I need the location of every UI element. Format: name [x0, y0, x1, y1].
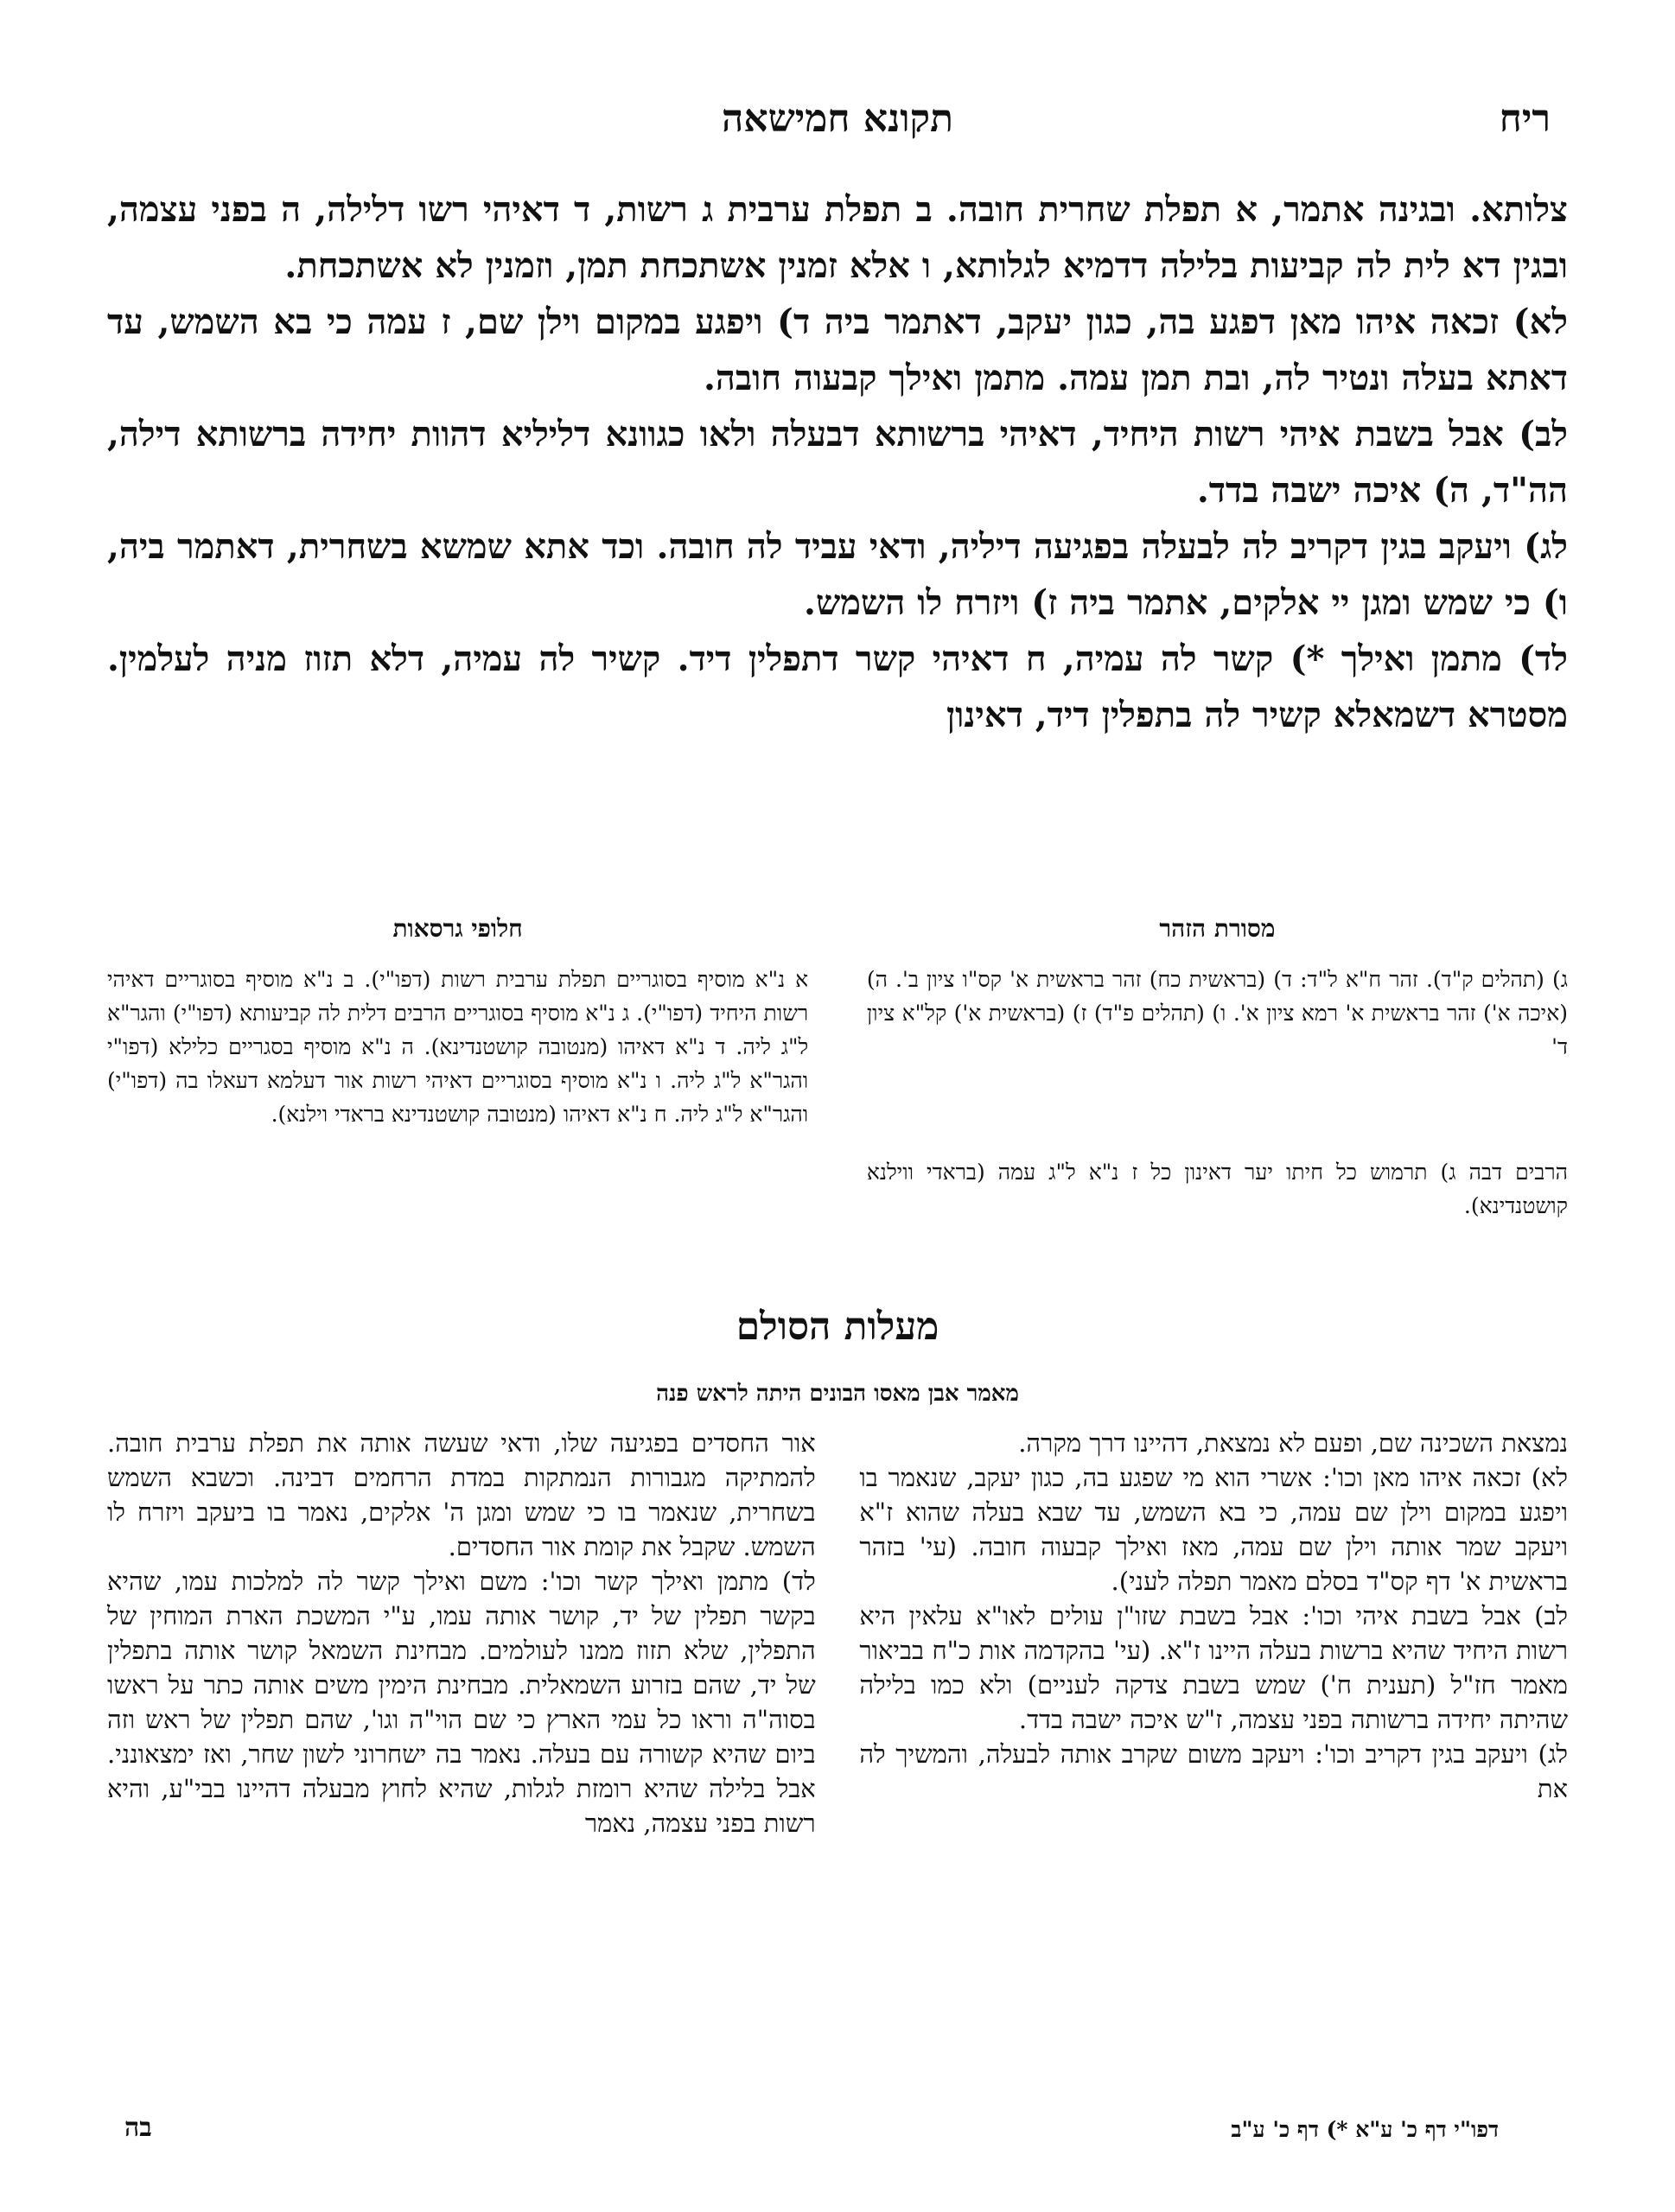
commentary-paragraph: לג) ויעקב בגין דקריב וכו': ויעקב משום שקרב אותה לבעלה, והמשיך לה את [859, 1739, 1568, 1803]
main-paragraph: צלותא. ובגינה אתמר, א תפלת שחרית חובה. ב תפלת ערבית ג רשות, ד דאיהי רשו דלילה, ה בפני עצמה, ובגין דא לית לה קביעות בלילה דדמיא לגלותא, ו אלא זמנין אשתכחת תמן, וזמנין לא אשתכחת. [107, 189, 1568, 286]
main-paragraph: לב) אבל בשבת איהי רשות היחיד, דאיהי ברשותא דבעלה ולאו כגוונא דליליא דהוות יחידה ברשותא דילה, הה"ד, ה) איכה ישבה בדד. [107, 414, 1568, 511]
commentary-paragraph: לא) זכאה איהו מאן וכו': אשרי הוא מי שפגע בה, כגון יעקב, שנאמר בו ויפגע במקום וילן שם עמה, כי בא השמש, עד שבא בעלה שהוא ז"א ויעקב שמר אותה וילן שם עמה, מאז ואילך קבעוה חובה. (עי' בזהר בראשית א' דף קס"ד בסלם מאמר תפלה לעני). [859, 1463, 1568, 1596]
chilufei-column [107, 912, 808, 1131]
main-paragraph: לד) מתמן ואילך *) קשר לה עמיה, ח דאיהי קשר דתפלין דיד. קשיר לה עמיה, דלא תזוז מניה לעלמין. מסטרא דשמאלא קשיר לה בתפלין דיד, דאינון [107, 639, 1568, 735]
masoret-heading: מסורת הזהר [1159, 914, 1276, 943]
catchword: בה [124, 2113, 152, 2143]
page-number: ריח [1499, 97, 1551, 141]
page-title: תקונא חמישאה [722, 97, 953, 141]
chilufei-heading: חלופי גרסאות [392, 914, 523, 943]
sulam-right-column [859, 1426, 1568, 1806]
sulam-subtitle: מאמר אבן מאסו הבונים היתה לראש פנה [656, 1381, 1019, 1407]
chilufei-note: א נ"א מוסיף בסוגריים תפלת ערבית רשות (דפו"י). ב נ"א מוסיף בסוגריים דאיהי רשות היחיד (דפו"י). ג נ"א מוסיף בסוגריים הרבים דלית לה קביעותא (דפו"י) והגר"א ל"ג ליה. ד נ"א דאיהו (מנטובה קושטנדינא). ה נ"א מוסיף בסגריים כלילא (דפו"י והגר"א ל"ג ליה. ו נ"א מוסיף בסוגריים דאיהי רשות אור דעלמא דעאלו בה (דפו"י) והגר"א ל"ג ליה. ח נ"א דאיהו (מנטובה קושטנדינא בראדי וילנא). [107, 967, 809, 1127]
masoret-column [867, 912, 1568, 1223]
main-paragraph: לא) זכאה איהו מאן דפגע בה, כגון יעקב, דאתמר ביה ד) ויפגע במקום וילן שם, ז עמה כי בא השמש, עד דאתא בעלה ונטיר לה, ובת תמן עמה. מתמן ואילך קבעוה חובה. [107, 302, 1568, 398]
masoret-note: ג) (תהלים ק"ד). זהר ח"א ל"ד: ד) (בראשית כח) זהר בראשית א' קס"ו ציון ב'. ה) (איכה א') זהר בראשית א' רמא ציון א'. ו) (תהלים פ"ד) ז) (בראשית א') קל"א ציון ד' [866, 967, 1568, 1059]
main-zohar-text [107, 181, 1568, 899]
commentary-paragraph: לב) אבל בשבת איהי וכו': אבל בשבת שזו"ן עולים לאו"א עלאין היא רשות היחיד שהיא ברשות בעלה היינו ז"א. (עי' בהקדמה אות כ"ח בביאור מאמר חז"ל (תענית ח') שמש בשבת צדקה לעניים) ולא כמו בלילה שהיתה יחידה ברשותה בפני עצמה, ז"ש איכה ישבה בדד. [859, 1601, 1568, 1734]
edition-footnote: דפו"י דף כ' ע"א *) דף כ' ע"ב [1231, 2117, 1499, 2142]
page-header [107, 97, 1568, 157]
masoret-note-bottom: הרבים דבה ג) תרמוש כל חיתו יער דאינון כל ז נ"א ל"ג עמה (בראדי ווילנא קושטנדינא). [866, 1160, 1568, 1218]
sulam-commentary [107, 1426, 1568, 2143]
sulam-left-column [107, 1426, 816, 1840]
notes-section [107, 912, 1568, 1274]
commentary-paragraph: לד) מתמן ואילך קשר וכו': משם ואילך קשר לה למלכות עמו, שהיא בקשר תפלין של יד, קושר אותה עמו, ע"י המשכת הארת המוחין של התפלין, שלא תזוז ממנו לעולמים. מבחינת השמאל קושר אותה בתפלין של יד, שהם בזרוע השמאלית. מבחינת הימין משים אותה כתר על ראשו בסוה"ה וראו כל עמי הארץ כי שם הוי"ה וגו', שהם תפלין של ראש וזה ביום שהיא קשורה עם בעלה. נאמר בה ישחרוני לשון שחר, ואז ימצאונני. אבל בלילה שהיא רומזת לגלות, שהיא לחוץ מבעלה דהיינו בבי"ע, והיא רשות בפני עצמה, נאמר [107, 1567, 816, 1838]
sulam-title: מעלות הסולם [736, 1305, 939, 1349]
commentary-paragraph: אור החסדים בפגיעה שלו, ודאי שעשה אותה את תפלת ערבית חובה. להמתיקה מגבורות הנמתקות במדת הרחמים דבינה. וכשבא השמש בשחרית, שנאמר בו כי שמש ומגן ה' אלקים, נאמר בו ביעקב ויזרח לו השמש. שקבל את קומת אור החסדים. [107, 1428, 816, 1561]
main-paragraph: לג) ויעקב בגין דקריב לה לבעלה בפגיעה דיליה, ודאי עביד לה חובה. וכד אתא שמשא בשחרית, דאתמר ביה, ו) כי שמש ומגן יי אלקים, אתמר ביה ז) ויזרח לו השמש. [107, 526, 1568, 623]
commentary-paragraph: נמצאת השכינה שם, ופעם לא נמצאת, דהיינו דרך מקרה. [1018, 1428, 1568, 1458]
